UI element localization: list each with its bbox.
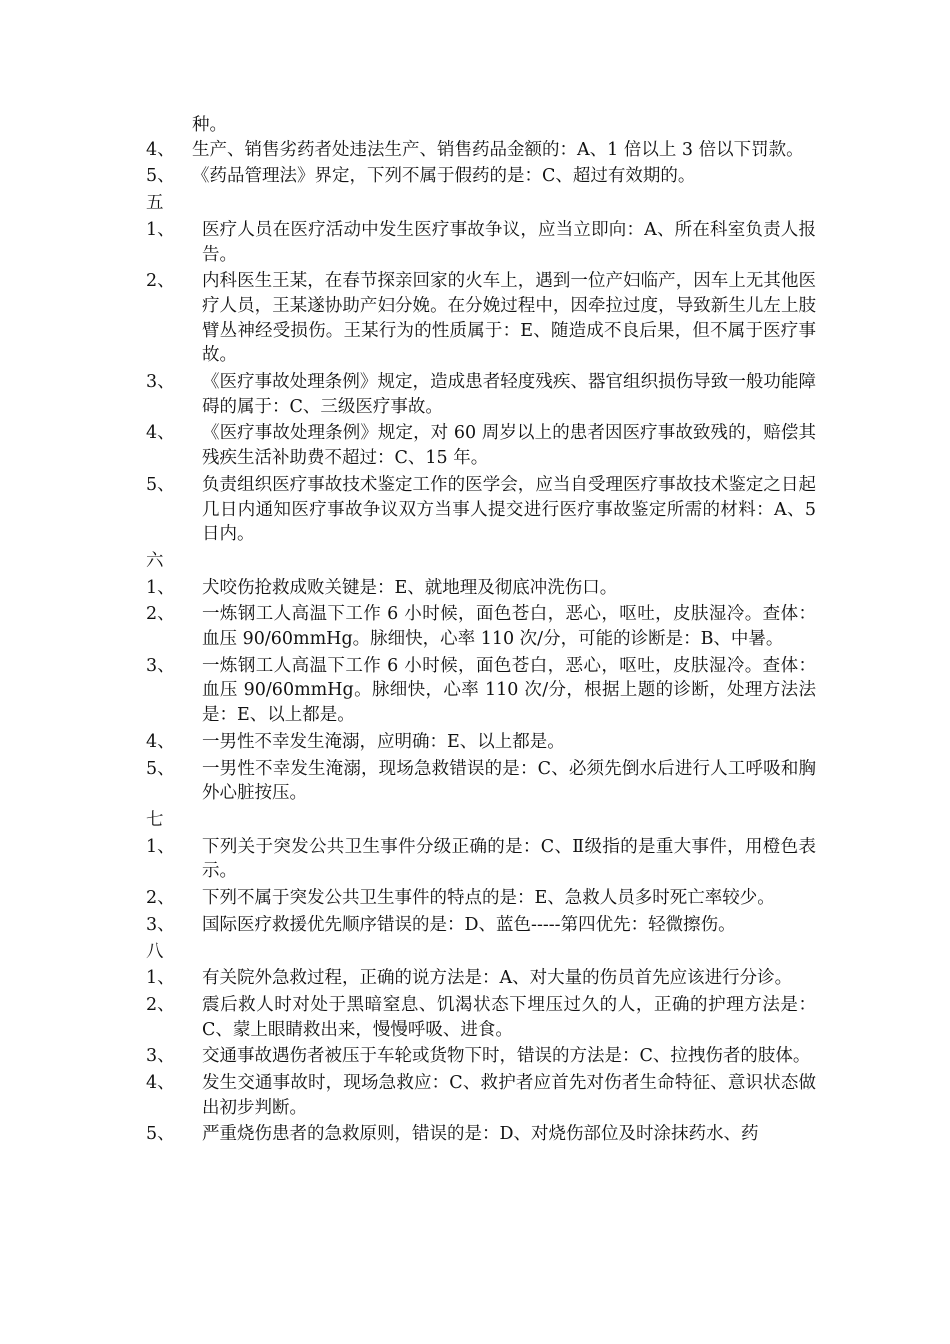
item-number: 2、	[146, 994, 175, 1015]
list-item	[146, 576, 816, 601]
item-number: 2、	[146, 888, 175, 909]
list-item	[146, 138, 816, 163]
item-number: 3、	[146, 655, 175, 676]
item-number: 4、	[146, 139, 175, 160]
list-item	[146, 218, 816, 267]
item-text: 一男性不幸发生淹溺，现场急救错误的是：C、必须先倒水后进行人工呼吸和胸外心脏按压。	[202, 758, 816, 804]
document-body	[146, 113, 816, 1149]
item-number: 3、	[146, 1046, 175, 1067]
section-heading: 五	[146, 193, 164, 214]
item-number: 1、	[146, 836, 175, 857]
item-text: 一炼钢工人高温下工作 6 小时候，面色苍白，恶心，呕吐，皮肤湿冷。查体：血压 90/60mmHg。脉细快，心率 110 次/分，可能的诊断是：B、中暑。	[202, 604, 816, 650]
item-text: 生产、销售劣药者处违法生产、销售药品金额的：A、1 倍以上 3 倍以下罚款。	[192, 139, 804, 160]
continuation-text: 种。	[192, 115, 227, 135]
item-text: 医疗人员在医疗活动中发生医疗事故争议，应当立即向：A、所在科室负责人报告。	[202, 219, 816, 265]
item-text: 负责组织医疗事故技术鉴定工作的医学会，应当自受理医疗事故技术鉴定之日起几日内通知医疗事故争议双方当事人提交进行医疗事故鉴定所需的材料：A、5 日内。	[202, 474, 816, 545]
item-text: 一炼钢工人高温下工作 6 小时候，面色苍白，恶心，呕吐，皮肤湿冷。查体：血压 90/60mmHg。脉细快，心率 110 次/分，根据上题的诊断，处理方法法是：E、以上都是。	[202, 655, 816, 726]
item-text: 交通事故遇伤者被压于车轮或货物下时，错误的方法是：C、拉拽伤者的肢体。	[202, 1046, 811, 1067]
item-number: 5、	[146, 166, 175, 187]
item-number: 4、	[146, 1073, 175, 1094]
list-item	[146, 913, 816, 938]
list-item	[146, 1122, 816, 1147]
list-item	[146, 654, 816, 728]
item-text: 震后救人时对处于黑暗窒息、饥渴状态下埋压过久的人，正确的护理方法是：C、蒙上眼睛救出来，慢慢呼吸、进食。	[202, 994, 816, 1040]
item-number: 1、	[146, 968, 175, 989]
section-heading: 八	[146, 941, 164, 962]
item-number: 3、	[146, 914, 175, 935]
list-item	[146, 993, 816, 1042]
item-text: 发生交通事故时，现场急救应：C、救护者应首先对伤者生命特征、意识状态做出初步判断。	[202, 1073, 816, 1118]
item-text: 《药品管理法》界定，下列不属于假药的是：C、超过有效期的。	[192, 166, 696, 187]
item-text: 一男性不幸发生淹溺，应明确：E、以上都是。	[202, 731, 565, 752]
list-item	[146, 835, 816, 884]
item-number: 1、	[146, 577, 175, 598]
item-number: 4、	[146, 731, 175, 752]
item-text: 《医疗事故处理条例》规定，造成患者轻度残疾、器官组织损伤导致一般功能障碍的属于：C、三级医疗事故。	[202, 372, 816, 417]
section-heading: 七	[146, 809, 164, 830]
item-text: 内科医生王某，在春节探亲回家的火车上，遇到一位产妇临产，因车上无其他医疗人员，王某遂协助产妇分娩。在分娩过程中，因牵拉过度，导致新生儿左上肢臂丛神经受损伤。王某行为的性质属于：E、随造成不良后果，但不属于医疗事故。	[202, 271, 816, 366]
list-item	[146, 730, 816, 755]
list-item	[146, 473, 816, 547]
section-heading: 六	[146, 550, 164, 571]
item-text: 国际医疗救援优先顺序错误的是：D、蓝色-----第四优先：轻微擦伤。	[202, 914, 736, 935]
item-number: 2、	[146, 271, 175, 292]
item-text: 下列不属于突发公共卫生事件的特点的是：E、急救人员多时死亡率较少。	[202, 888, 775, 909]
item-text: 《医疗事故处理条例》规定，对 60 周岁以上的患者因医疗事故致残的，赔偿其残疾生活补助费不超过：C、15 年。	[202, 423, 816, 469]
item-number: 5、	[146, 1124, 175, 1145]
item-text: 有关院外急救过程，正确的说方法是：A、对大量的伤员首先应该进行分诊。	[202, 968, 793, 989]
item-number: 5、	[146, 474, 175, 495]
item-number: 5、	[146, 758, 175, 779]
list-item	[146, 602, 816, 651]
list-item	[146, 757, 816, 806]
list-item	[146, 269, 816, 368]
item-number: 3、	[146, 372, 175, 393]
list-item	[146, 370, 816, 419]
item-number: 1、	[146, 219, 175, 240]
list-item	[146, 966, 816, 991]
list-item	[146, 164, 816, 189]
list-item	[146, 1071, 816, 1120]
item-text: 犬咬伤抢救成败关键是：E、就地理及彻底冲洗伤口。	[202, 577, 618, 598]
item-number: 4、	[146, 423, 175, 444]
item-text: 严重烧伤患者的急救原则，错误的是：D、对烧伤部位及时涂抹药水、药	[202, 1124, 759, 1145]
list-item	[146, 421, 816, 470]
item-number: 2、	[146, 604, 175, 625]
list-item	[146, 1044, 816, 1069]
item-text: 下列关于突发公共卫生事件分级正确的是：C、Ⅱ级指的是重大事件，用橙色表示。	[202, 836, 816, 882]
list-item	[146, 886, 816, 911]
